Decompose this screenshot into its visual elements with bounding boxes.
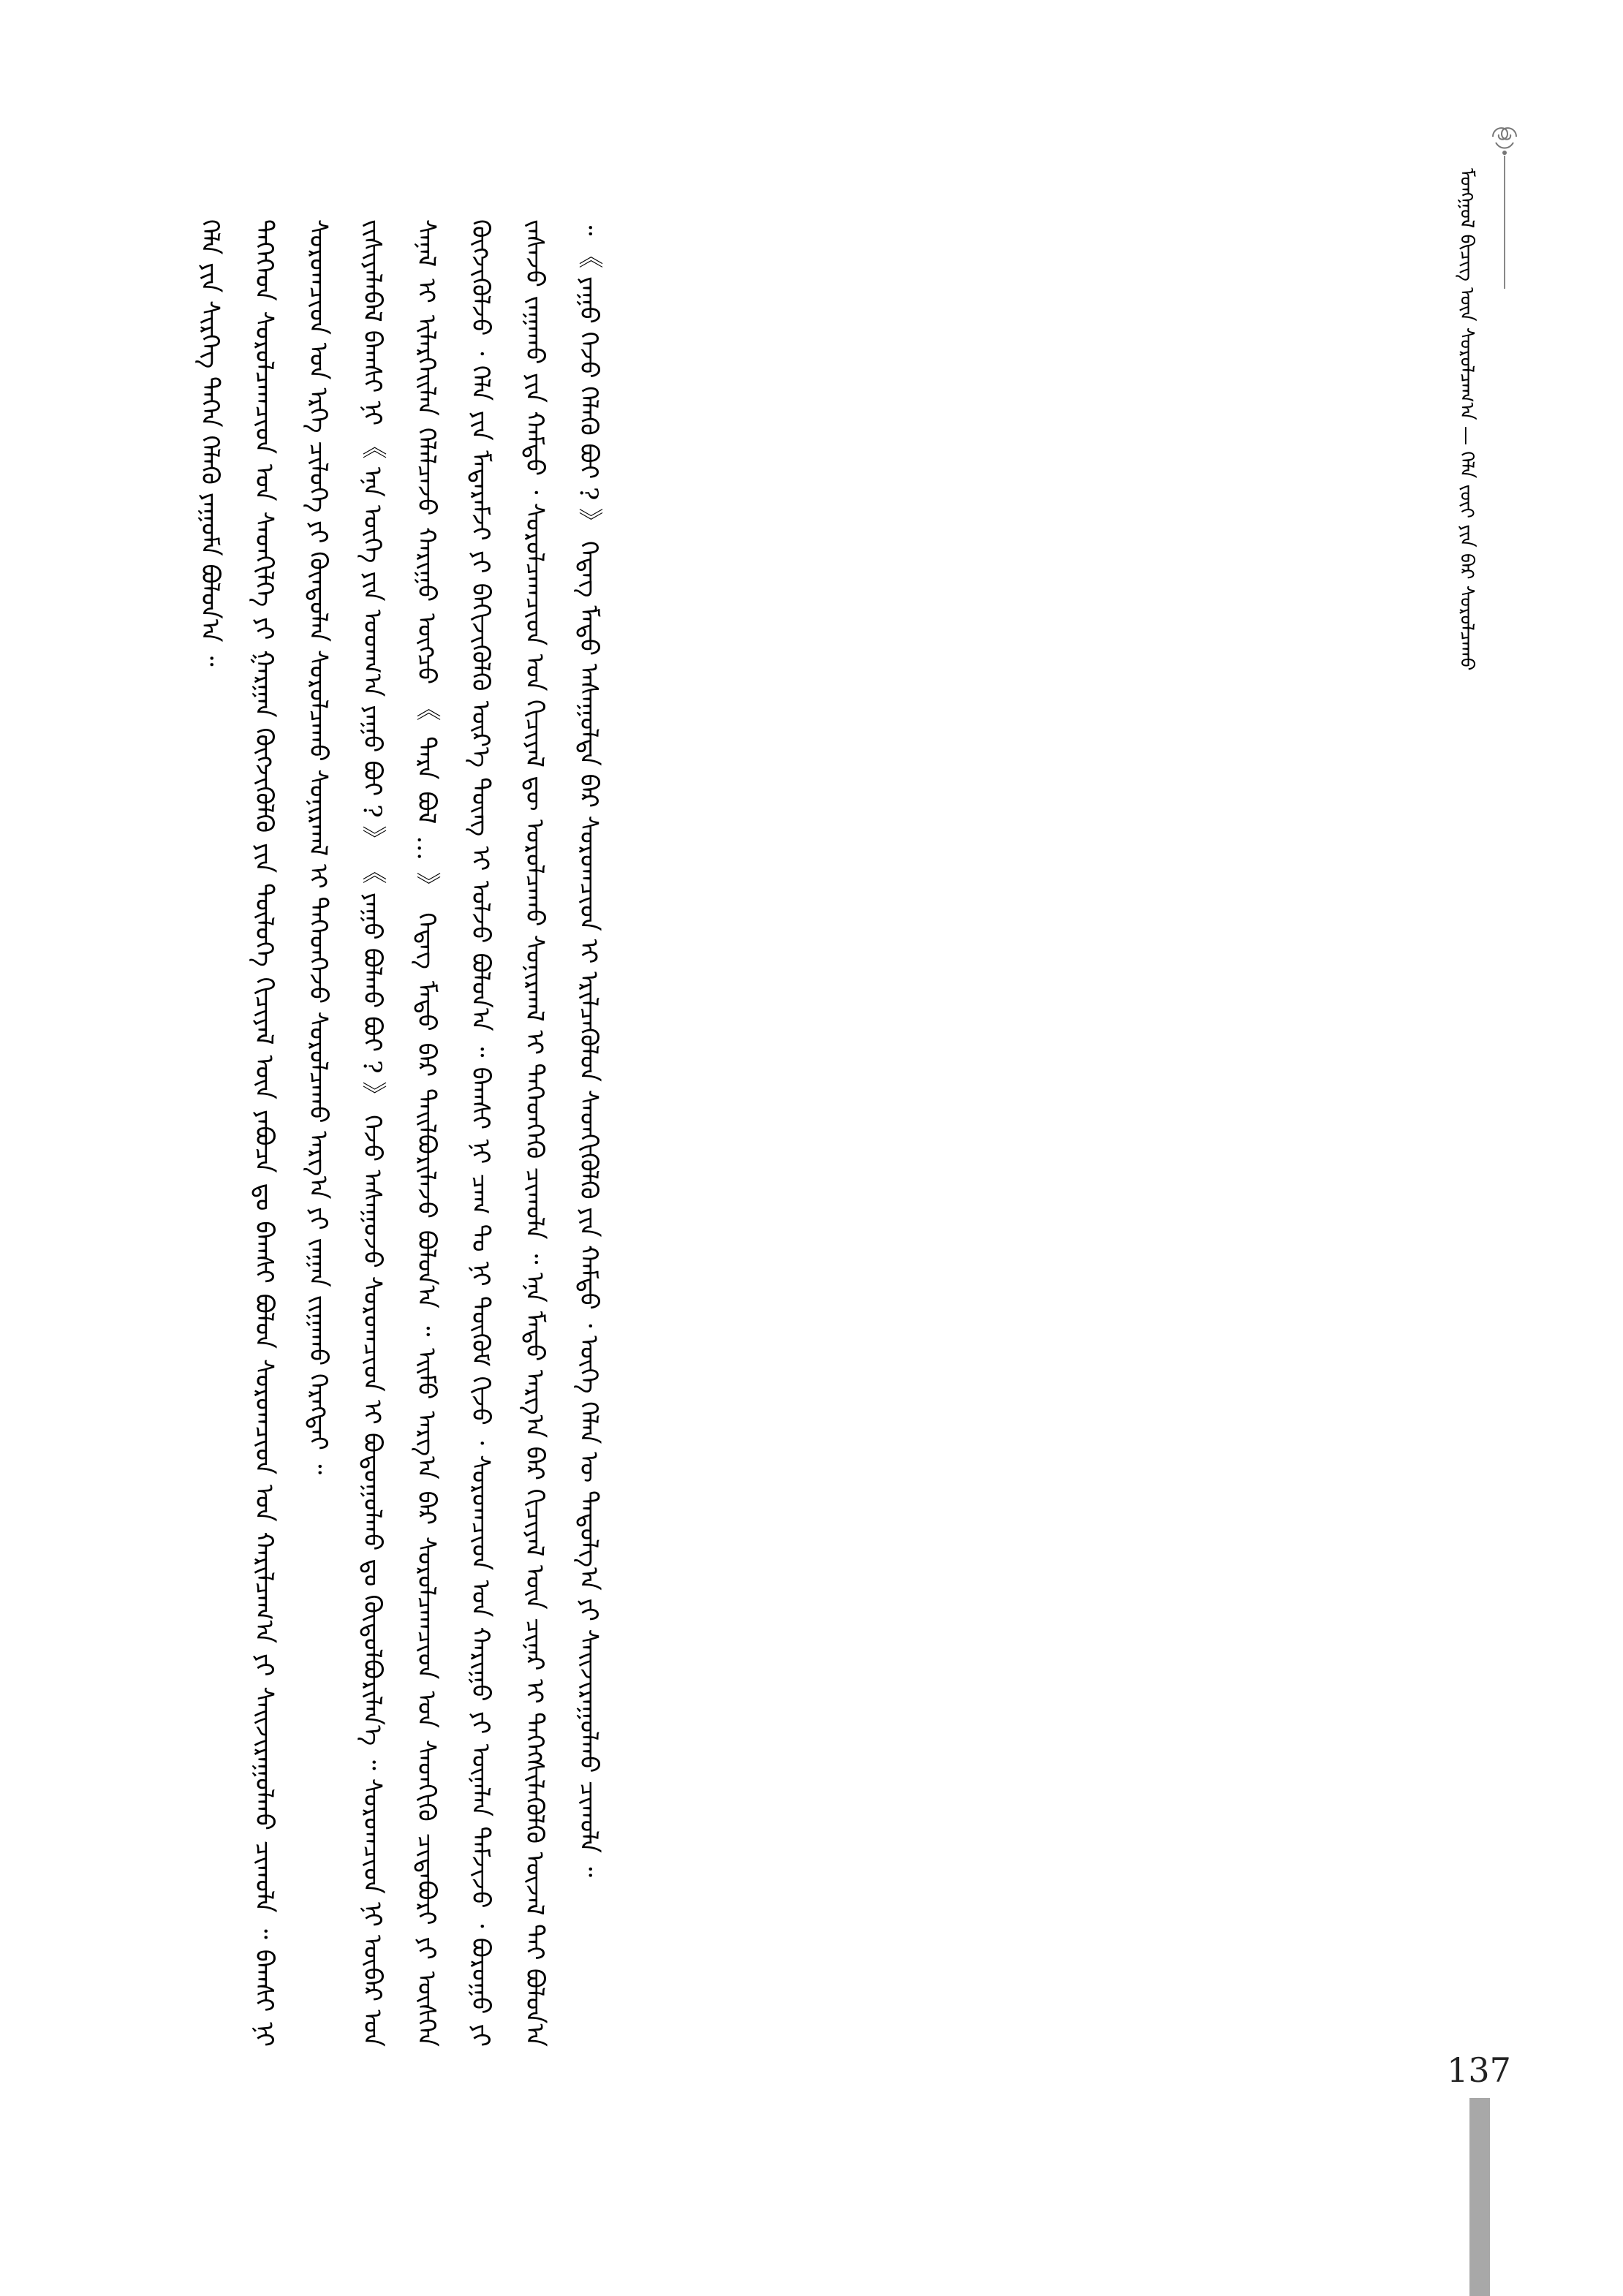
paragraph: ᠲᠡᠭᠡᠭᠡᠳ ᠰᠤᠷᠤᠯᠴᠠᠭᠴᠢᠳ ᠤᠨ ᠰᠡᠳᠬᠢᠯᠭᠡ ᠶᠢ ᠭᠠᠷᠭᠠᠨ ᠬᠥᠭᠵᠢᠭᠦᠯᠬᠦ ᠶᠢᠨ ᠲᠥᠯᠦᠭᠡ ᠬᠢᠴᠢᠶᠡᠯ ᠦᠨ ᠶᠠᠪᠤᠴᠠ ᠳᠤ ᠪᠠᠭᠰᠢ ᠪᠣᠯᠤᠨ ᠰᠤᠷᠤᠭᠴᠢᠳ ᠤᠨ ᠬᠠᠷᠢᠯᠴᠠᠭ᠎ᠠ ᠶᠢ ᠰᠠᠢᠵᠢᠷᠠᠭᠤᠯᠬᠤ ᠴᠢᠬᠤᠯᠠ ᠃ ᠪᠠᠭᠰᠢ ᠨᠢ ᠰᠤᠷᠤᠭᠴᠢᠳ ᠤᠨ ᠡᠷᠬᠡ ᠴᠢᠯᠦᠭᠡ ᠶᠢ ᠬᠦᠨᠳᠦᠯᠡᠨ ᠰᠤᠷᠤᠯᠴᠠᠬᠤ ᠰᠣᠨᠢᠷᠬᠠᠯ ᠢ ᠳᠡᠭᠡᠳᠬᠡᠵᠦ ᠰᠤᠷᠤᠯᠴᠠᠬᠤ ᠠᠷᠭ᠎ᠠ ᠶᠢ ᠵᠠᠭᠠᠨ ᠵᠢᠭᠠᠬᠤ ᠬᠡᠷᠡᠭᠲᠡᠢ ᠃	[249, 219, 333, 2047]
thumb-index-tab	[1469, 2098, 1490, 2296]
page-body	[183, 219, 1418, 2047]
page-number: 137	[1447, 2050, 1511, 2090]
running-head: ᠮᠣᠩᠭᠣᠯ ᠪᠢᠴᠢᠭ ᠦᠨ ᠰᠤᠷᠤᠯᠴᠠᠭ᠎ᠠ — ᠬᠡᠯᠡ ᠵᠦᠢ ᠶᠢᠨ ᠪᠠᠷ ᠰᠤᠷᠤᠯᠴᠠᠬᠤ	[1456, 168, 1478, 671]
paragraph: ᠵᠢᠱᠢᠶᠡᠯᠡᠪᠡᠯ ᠪᠠᠭᠰᠢ ᠨᠢ 《 ᠡᠨᠡ ᠦᠭᠡ ᠶᠢᠨ ᠤᠳᠬ᠎ᠠ ᠶᠠᠭᠤ ᠪᠤᠢ ? 》 《 ᠶᠠᠭᠤ ᠪᠣᠯᠬᠤ ᠪᠣᠢ ? 》 ᠭᠡᠵᠦ ᠠᠰᠠᠭᠤᠵᠤ ᠰᠤᠷᠤᠭᠴᠢᠳ ᠢ ᠪᠣᠳᠤᠭᠤᠯᠬᠤ ᠳᠤ ᠬᠥᠲᠦᠯᠪᠦᠷᠢᠯᠡᠨ᠎ᠡ ᠃ ᠰᠤᠷᠤᠭᠴᠢᠳ ᠨᠢ ᠥᠪᠡᠷ ᠤᠨ ᠰᠠᠨᠠᠯ ᠢ ᠢᠯᠡᠷᠬᠡᠢᠯᠡᠨ ᠬᠡᠯᠡᠯᠴᠡᠵᠦ ᠬᠠᠷᠢᠭᠤ ᠥᠭᠴᠦ 《 ᠲᠡᠷᠡ ᠪᠣᠯ … 》 ᠭᠡᠳᠡᠭ ᠮᠡᠲᠦ ᠪᠡᠷ ᠲᠠᠢᠯᠪᠤᠷᠢᠯᠠᠵᠤ ᠪᠣᠯᠤᠨ᠎ᠠ ᠃ ᠡᠢᠮᠦ ᠠᠷᠭ᠎ᠠ ᠪᠠᠷ ᠰᠤᠷᠤᠯᠴᠠᠭᠴᠢᠳ ᠤᠨ ᠰᠡᠳᠬᠢᠬᠦ ᠴᠢᠳᠠᠪᠤᠷᠢ ᠶᠢ ᠥᠰᠬᠡᠨ ᠬᠥᠭᠵᠢᠭᠦᠯᠵᠦ ᠂ ᠬᠡᠯᠡ ᠶᠢᠨ ᠮᠡᠳᠡᠷᠡᠮᠵᠢ ᠶᠢ ᠪᠡᠬᠢᠵᠢᠭᠦᠯᠬᠦ ᠦᠷ᠎ᠡ ᠳᠦᠩ ᠢ ᠣᠯᠵᠤ ᠪᠣᠯᠤᠨ᠎ᠠ ᠃ ᠪᠠᠭᠰᠢ ᠨᠢ ᠴᠠᠭ ᠲᠤ ᠨᠢ ᠳᠦᠭᠦᠮ ᠬᠢᠵᠦ ᠂ ᠰᠤᠷᠤᠭᠴᠢᠳ ᠤᠨ ᠬᠠᠷᠢᠭᠤ ᠶᠢ ᠦᠨᠡᠯᠡᠨ ᠳᠡᠮᠵᠢᠵᠦ ᠂ ᠪᠤᠷᠤᠭᠤ ᠶᠢ ᠵᠠᠰᠠᠵᠤ ᠵᠠᠭᠠᠬᠤ ᠶᠢᠨ ᠬᠠᠮᠲᠤ ᠂ ᠰᠤᠷᠤᠯᠴᠠᠭᠴᠢᠳ ᠤᠨ ᠬᠢᠴᠢᠶᠡᠯ ᠳᠦ ᠣᠷᠣᠯᠴᠠᠬᠤ ᠰᠣᠨᠢᠷᠬᠠᠯ ᠢ ᠳᠡᠭᠡᠳᠬᠡᠬᠦ ᠴᠢᠬᠤᠯᠠ ᠃ ᠡᠨᠡ ᠮᠡᠲᠦ ᠠᠷᠭ᠎ᠠ ᠪᠠᠷ ᠬᠢᠴᠢᠶᠡᠯ ᠦᠨ ᠴᠢᠨᠠᠷ ᠢ ᠳᠡᠭᠡᠭᠰᠢᠯᠡᠭᠦᠯᠬᠦ ᠦᠵᠡᠯ ᠲᠡᠢ ᠪᠣᠯᠤᠨ᠎ᠠ ᠃ 《 ᠶᠠᠭᠤ ᠭᠡᠵᠦ ᠬᠡᠯᠡᠬᠦ ᠪᠣᠢ ? 》 ᠭᠡᠳᠡᠭ ᠮᠡᠲᠦ ᠠᠰᠠᠭᠤᠯᠲᠠ ᠪᠠᠷ ᠰᠤᠷᠤᠭᠴᠢᠳ ᠢ ᠡᠷᠢᠯᠴᠡᠭᠦᠯᠦᠨ ᠰᠡᠳᠬᠢᠭᠦᠯᠬᠦ ᠶᠢᠨ ᠬᠠᠮᠲᠤ ᠂ ᠦᠭᠡ ᠬᠡᠯᠡᠨ ᠦ ᠳᠠᠳᠤᠯᠭ᠎ᠠ ᠶᠢ ᠰᠠᠢᠵᠢᠷᠠᠭᠤᠯᠬᠤ ᠴᠢᠬᠤᠯᠠ ᠃	[357, 219, 603, 2047]
paragraph: ᠬᠡᠯᠡ ᠶᠢᠨ ᠰᠢᠷᠬᠡᠭ ᠲᠡᠭᠡᠨ ᠬᠡᠯᠡᠬᠦ ᠶᠠᠭᠤᠮᠠ ᠪᠣᠯᠤᠨ᠎ᠠ ᠃	[195, 219, 224, 667]
flourish-ornament-icon	[1483, 121, 1526, 289]
